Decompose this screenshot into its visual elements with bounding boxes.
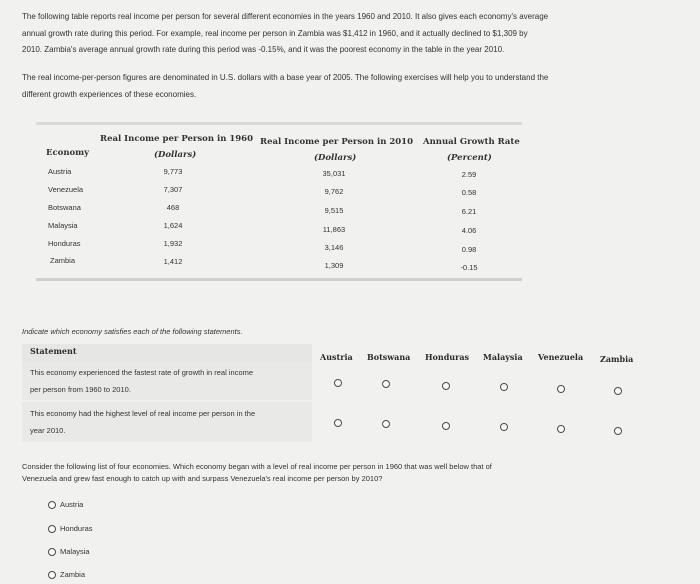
column-honduras: Honduras (425, 352, 470, 362)
header-1960: Real Income per Person in 1960 (100, 134, 253, 144)
statement-line: per person from 1960 to 2010. (30, 385, 131, 394)
table-cell-economy: Zambia (50, 256, 76, 265)
header-rate-unit: (Percent) (447, 153, 492, 163)
statement-line: year 2010. (30, 426, 66, 435)
radio-s1-malaysia[interactable] (500, 383, 508, 391)
option-honduras[interactable] (48, 524, 93, 533)
radio-s2-botswana[interactable] (382, 420, 390, 428)
statement-header: Statement (30, 346, 77, 356)
column-venezuela: Venezuela (538, 352, 584, 362)
table-cell-2010: 1,309 (324, 261, 344, 270)
table-cell-1960: 7,307 (163, 185, 183, 194)
question-line: Consider the following list of four economies. Which economy began with a level of real income per person in 1960 that was well below that of (22, 462, 492, 471)
option-malaysia[interactable] (48, 547, 90, 556)
radio-icon[interactable] (48, 501, 56, 509)
intro-line: annual growth rate during this period. For example, real income per person in Zambia was $1,412 in 1960, and it actually declined to $1,309 by (22, 28, 528, 38)
option-label: Zambia (60, 570, 86, 579)
statement-line: This economy had the highest level of real income per person in the (30, 409, 256, 418)
column-botswana: Botswana (367, 352, 411, 362)
table-cell-rate: 4.06 (461, 226, 477, 235)
table-bottom-rule (36, 278, 522, 281)
table-cell-economy: Botswana (48, 203, 81, 212)
table-cell-rate: 2.59 (461, 170, 477, 179)
radio-s1-zambia[interactable] (614, 387, 622, 395)
header-2010: Real Income per Person in 2010 (260, 137, 413, 147)
radio-s1-austria[interactable] (334, 379, 342, 387)
radio-s1-venezuela[interactable] (557, 385, 565, 393)
intro-line: The following table reports real income per person for several different economies in the years 1960 and 2010. It also gives each economy's average (22, 12, 549, 21)
header-2010-unit: (Dollars) (314, 153, 357, 163)
table-cell-economy: Malaysia (48, 221, 78, 230)
table-cell-2010: 9,762 (324, 187, 344, 196)
intro-line: 2010. Zambia's average annual growth rate during this period was -0.15%, and it was the poorest economy in the table in the year 2010. (22, 45, 505, 54)
table-cell-1960: 9,773 (163, 167, 183, 176)
table-top-rule (36, 122, 522, 125)
table-cell-economy: Honduras (48, 239, 81, 248)
radio-s2-austria[interactable] (334, 419, 342, 427)
statement-2-text (30, 405, 255, 439)
radio-icon[interactable] (48, 571, 56, 579)
intro-paragraph-2 (22, 70, 652, 103)
header-1960-unit: (Dollars) (154, 150, 197, 160)
intro-line: different growth experiences of these economies. (22, 89, 197, 99)
table-cell-economy: Venezuela (48, 185, 84, 194)
table-cell-rate: -0.15 (460, 263, 478, 272)
column-zambia: Zambia (600, 354, 634, 364)
header-economy: Economy (46, 148, 90, 158)
intro-paragraph-1 (22, 9, 652, 59)
radio-s2-honduras[interactable] (442, 422, 450, 430)
table-cell-1960: 1,412 (163, 257, 183, 266)
instruction-text: Indicate which economy satisfies each of the following statements. (22, 327, 243, 336)
question-2-text (22, 461, 492, 485)
table-cell-1960: 468 (166, 203, 180, 212)
radio-s1-honduras[interactable] (442, 382, 450, 390)
option-austria[interactable] (48, 500, 83, 509)
table-cell-rate: 6.21 (461, 207, 477, 216)
intro-line: The real income-per-person figures are denominated in U.S. dollars with a base year of 2005. The following exercises will help you to understand the (22, 73, 549, 82)
option-label: Honduras (60, 524, 93, 533)
option-label: Malaysia (60, 547, 90, 556)
table-cell-2010: 11,863 (322, 225, 346, 234)
statement-1-text (30, 364, 253, 398)
table-cell-economy: Austria (48, 167, 72, 176)
radio-icon[interactable] (48, 525, 56, 533)
option-label: Austria (60, 500, 84, 509)
table-cell-1960: 1,624 (163, 221, 183, 230)
table-cell-2010: 9,515 (324, 206, 344, 215)
table-cell-1960: 1,932 (163, 239, 183, 248)
radio-s2-zambia[interactable] (614, 427, 622, 435)
column-malaysia: Malaysia (483, 352, 523, 362)
header-rate: Annual Growth Rate (423, 137, 520, 147)
radio-s2-venezuela[interactable] (557, 425, 565, 433)
statement-line: This economy experienced the fastest rate of growth in real income (30, 368, 254, 377)
radio-s1-botswana[interactable] (382, 380, 390, 388)
table-cell-2010: 3,146 (324, 243, 344, 252)
question-line: Venezuela and grew fast enough to catch up with and surpass Venezuela's real income per person by 2010? (22, 474, 383, 483)
radio-icon[interactable] (48, 548, 56, 556)
table-cell-rate: 0.98 (461, 245, 477, 254)
radio-s2-malaysia[interactable] (500, 423, 508, 431)
option-zambia[interactable] (48, 570, 85, 579)
table-cell-2010: 35,031 (322, 169, 346, 178)
table-cell-rate: 0.58 (461, 188, 477, 197)
column-austria: Austria (320, 352, 353, 362)
